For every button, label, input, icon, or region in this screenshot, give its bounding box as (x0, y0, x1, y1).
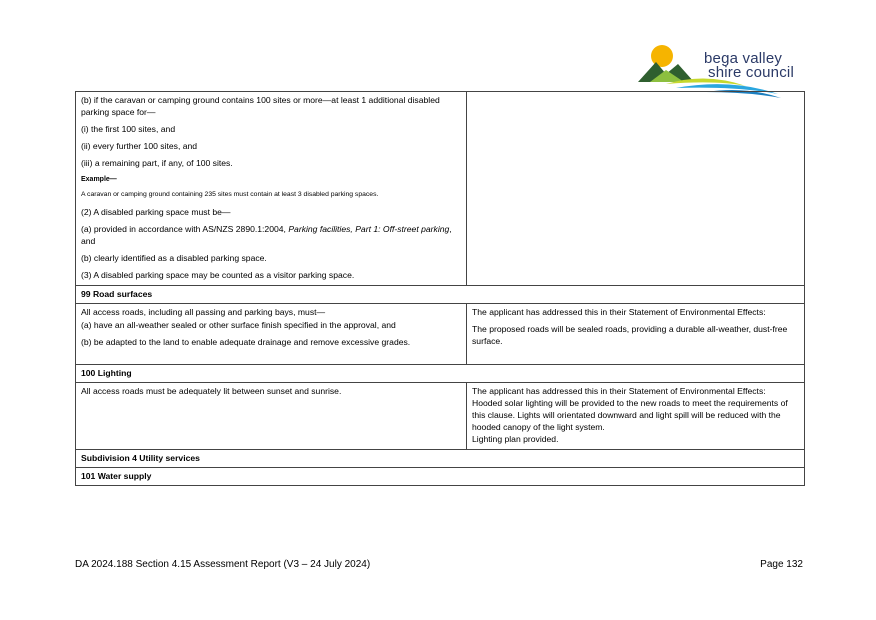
table-row (76, 304, 805, 365)
standard-title: Parking facilities, Part 1: Off-street parking (288, 224, 450, 234)
comment-text: The applicant has addressed this in their Statement of Environmental Effects: (472, 307, 766, 317)
clause-text (81, 223, 461, 247)
comment-text: Lighting plan provided. (472, 434, 559, 444)
table-row (76, 92, 805, 286)
section-heading-road-surfaces: 99 Road surfaces (76, 286, 805, 304)
lighting-requirement (76, 383, 467, 450)
clause-text: (a) have an all-weather sealed or other surface finish specified in the approval, and (81, 320, 396, 330)
clause-text: All access roads must be adequately lit between sunset and sunrise. (81, 386, 342, 396)
empty-comment-cell (467, 92, 805, 286)
clause-text: (2) A disabled parking space must be— (81, 207, 231, 217)
lighting-comment (467, 383, 805, 450)
footer-page-number: Page 132 (760, 559, 803, 570)
example-text: A caravan or camping ground containing 235 sites must contain at least 3 disabled parking spaces. (81, 191, 379, 198)
logo-text-line1: bega valley (704, 50, 783, 67)
table-row (76, 286, 805, 304)
clause-text: (b) clearly identified as a disabled parking space. (81, 253, 267, 263)
example-label: Example— (81, 176, 117, 183)
clause-text: All access roads, including all passing and parking bays, must— (81, 307, 326, 317)
clause-text: (ii) every further 100 sites, and (81, 141, 198, 151)
table-row (76, 468, 805, 486)
disabled-parking-cell (76, 92, 467, 286)
clause-text: (b) if the caravan or camping ground contains 100 sites or more—at least 1 additional disabled parking space for— (81, 95, 440, 117)
logo-text-line2: shire council (708, 64, 794, 81)
clause-text-part: , and (81, 224, 452, 246)
clause-text: (i) the first 100 sites, and (81, 124, 176, 134)
section-heading-lighting: 100 Lighting (76, 365, 805, 383)
table-row (76, 383, 805, 450)
comment-text: The applicant has addressed this in their Statement of Environmental Effects: (472, 386, 766, 396)
section-heading-water-supply: 101 Water supply (76, 468, 805, 486)
clause-text: (b) be adapted to the land to enable adequate drainage and remove excessive grades. (81, 337, 411, 347)
comment-text: The proposed roads will be sealed roads, providing a durable all-weather, dust-free surface. (472, 324, 788, 346)
footer-report-title: DA 2024.188 Section 4.15 Assessment Report (V3 – 24 July 2024) (75, 559, 371, 570)
comment-text: Hooded solar lighting will be provided to the new roads to meet the requirements of this clause. Lights will orientated downward and light spill will be reduced with the hooded canopy of the light system. (472, 398, 788, 432)
road-surfaces-comment (467, 304, 805, 365)
road-surfaces-requirement (76, 304, 467, 365)
subdivision-heading: Subdivision 4 Utility services (76, 450, 805, 468)
clause-text: (3) A disabled parking space may be counted as a visitor parking space. (81, 270, 355, 280)
table-row (76, 365, 805, 383)
table-row (76, 450, 805, 468)
clause-text: (iii) a remaining part, if any, of 100 sites. (81, 158, 233, 168)
clause-text-part: (a) provided in accordance with AS/NZS 2890.1:2004, (81, 224, 289, 234)
assessment-table (75, 91, 805, 486)
